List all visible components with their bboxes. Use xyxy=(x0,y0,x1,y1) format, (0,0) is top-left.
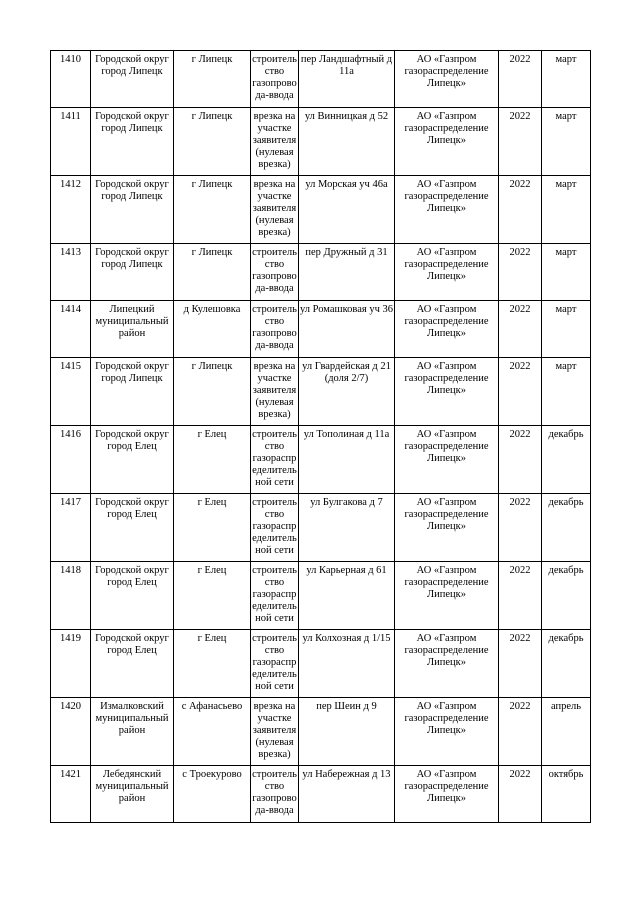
row-number-cell xyxy=(51,766,91,823)
month-cell xyxy=(542,698,591,766)
address-text: пер Ландшафтный д 11а xyxy=(300,54,393,77)
organization-text: АО «Газпром газораспределение Липецк» xyxy=(404,633,489,668)
month-cell xyxy=(542,358,591,426)
year-text: 2022 xyxy=(509,633,531,644)
row-number-text: 1417 xyxy=(60,497,81,508)
settlement-text: г Елец xyxy=(197,565,227,576)
address-text: пер Дружный д 31 xyxy=(305,247,388,258)
settlement-cell xyxy=(174,426,251,494)
settlement-cell xyxy=(174,766,251,823)
address-text: ул Колхозная д 1/15 xyxy=(302,633,391,644)
table-row xyxy=(51,698,591,766)
work-type-cell xyxy=(251,301,299,358)
settlement-cell xyxy=(174,108,251,176)
settlement-text: д Кулешовка xyxy=(183,304,241,315)
year-cell xyxy=(499,698,542,766)
month-text: декабрь xyxy=(548,565,584,576)
address-text: ул Тополиная д 11а xyxy=(303,429,390,440)
month-cell xyxy=(542,51,591,108)
work-type-cell xyxy=(251,244,299,301)
address-text: ул Набережная д 13 xyxy=(302,769,391,780)
organization-cell xyxy=(395,494,499,562)
month-text: декабрь xyxy=(548,633,584,644)
settlement-cell xyxy=(174,244,251,301)
year-text: 2022 xyxy=(509,429,531,440)
address-cell xyxy=(299,426,395,494)
settlement-cell xyxy=(174,358,251,426)
address-text: ул Карьерная д 61 xyxy=(306,565,387,576)
month-cell xyxy=(542,244,591,301)
year-text: 2022 xyxy=(509,565,531,576)
organization-cell xyxy=(395,562,499,630)
municipality-text: Городской округ город Липецк xyxy=(95,247,169,270)
address-cell xyxy=(299,301,395,358)
work-type-text: строитель ство газопрово да-ввода xyxy=(252,769,297,816)
month-text: декабрь xyxy=(548,429,584,440)
work-type-cell xyxy=(251,562,299,630)
municipality-cell xyxy=(91,301,174,358)
row-number-cell xyxy=(51,426,91,494)
work-type-text: строитель ство газораспр еделитель ной сети xyxy=(252,565,297,624)
organization-cell xyxy=(395,358,499,426)
municipality-text: Городской округ город Липецк xyxy=(95,54,169,77)
row-number-cell xyxy=(51,494,91,562)
year-cell xyxy=(499,244,542,301)
month-cell xyxy=(542,108,591,176)
organization-cell xyxy=(395,51,499,108)
settlement-text: г Липецк xyxy=(191,179,233,190)
municipality-cell xyxy=(91,358,174,426)
row-number-cell xyxy=(51,630,91,698)
work-type-cell xyxy=(251,358,299,426)
municipality-text: Лебедянский муниципальный район xyxy=(95,769,169,804)
row-number-text: 1416 xyxy=(60,429,81,440)
work-type-cell xyxy=(251,176,299,244)
year-cell xyxy=(499,766,542,823)
month-cell xyxy=(542,494,591,562)
year-text: 2022 xyxy=(509,179,531,190)
month-cell xyxy=(542,630,591,698)
municipality-cell xyxy=(91,494,174,562)
settlement-text: г Елец xyxy=(197,429,227,440)
address-text: ул Гвардейская д 21 (доля 2/7) xyxy=(302,361,391,384)
settlement-text: г Липецк xyxy=(191,111,233,122)
organization-cell xyxy=(395,426,499,494)
settlement-text: с Троекурово xyxy=(182,769,242,780)
year-cell xyxy=(499,358,542,426)
row-number-cell xyxy=(51,358,91,426)
municipality-text: Городской округ город Елец xyxy=(95,429,169,452)
year-cell xyxy=(499,176,542,244)
address-cell xyxy=(299,108,395,176)
organization-cell xyxy=(395,766,499,823)
row-number-text: 1410 xyxy=(60,54,81,65)
settlement-text: г Липецк xyxy=(191,247,233,258)
work-type-text: строитель ство газопрово да-ввода xyxy=(252,54,297,101)
settlement-cell xyxy=(174,630,251,698)
row-number-cell xyxy=(51,108,91,176)
work-type-cell xyxy=(251,698,299,766)
work-type-text: строитель ство газопрово да-ввода xyxy=(252,304,297,351)
organization-text: АО «Газпром газораспределение Липецк» xyxy=(404,701,489,736)
organization-text: АО «Газпром газораспределение Липецк» xyxy=(404,111,489,146)
year-text: 2022 xyxy=(509,54,531,65)
row-number-text: 1414 xyxy=(60,304,81,315)
settlement-cell xyxy=(174,51,251,108)
organization-text: АО «Газпром газораспределение Липецк» xyxy=(404,769,489,804)
settlement-cell xyxy=(174,494,251,562)
year-cell xyxy=(499,426,542,494)
work-type-text: строитель ство газораспр еделитель ной сети xyxy=(252,497,297,556)
address-text: ул Морская уч 46а xyxy=(305,179,388,190)
year-cell xyxy=(499,630,542,698)
row-number-cell xyxy=(51,51,91,108)
settlement-text: г Липецк xyxy=(191,54,233,65)
month-text: март xyxy=(555,247,577,258)
row-number-cell xyxy=(51,301,91,358)
address-cell xyxy=(299,630,395,698)
organization-text: АО «Газпром газораспределение Липецк» xyxy=(404,179,489,214)
settlement-cell xyxy=(174,698,251,766)
settlement-text: г Елец xyxy=(197,497,227,508)
work-type-cell xyxy=(251,494,299,562)
municipality-text: Городской округ город Елец xyxy=(95,633,169,656)
month-text: март xyxy=(555,111,577,122)
row-number-text: 1421 xyxy=(60,769,81,780)
municipality-cell xyxy=(91,766,174,823)
address-cell xyxy=(299,562,395,630)
municipality-text: Измалковский муниципальный район xyxy=(95,701,169,736)
work-type-text: врезка на участке заявителя (нулевая врезка) xyxy=(252,111,297,170)
address-text: ул Булгакова д 7 xyxy=(310,497,383,508)
work-type-text: врезка на участке заявителя (нулевая врезка) xyxy=(252,179,297,238)
table-row xyxy=(51,494,591,562)
municipality-text: Городской округ город Липецк xyxy=(95,361,169,384)
table-row xyxy=(51,358,591,426)
table-row xyxy=(51,244,591,301)
organization-text: АО «Газпром газораспределение Липецк» xyxy=(404,54,489,89)
year-cell xyxy=(499,562,542,630)
month-text: март xyxy=(555,304,577,315)
year-text: 2022 xyxy=(509,769,531,780)
organization-text: АО «Газпром газораспределение Липецк» xyxy=(404,497,489,532)
month-text: март xyxy=(555,361,577,372)
table-row xyxy=(51,426,591,494)
organization-text: АО «Газпром газораспределение Липецк» xyxy=(404,304,489,339)
municipality-cell xyxy=(91,108,174,176)
settlement-text: г Елец xyxy=(197,633,227,644)
month-cell xyxy=(542,562,591,630)
table-row xyxy=(51,176,591,244)
table-row xyxy=(51,301,591,358)
organization-cell xyxy=(395,108,499,176)
year-text: 2022 xyxy=(509,701,531,712)
work-type-cell xyxy=(251,108,299,176)
organization-text: АО «Газпром газораспределение Липецк» xyxy=(404,247,489,282)
year-cell xyxy=(499,108,542,176)
row-number-cell xyxy=(51,698,91,766)
work-type-cell xyxy=(251,766,299,823)
organization-text: АО «Газпром газораспределение Липецк» xyxy=(404,565,489,600)
address-cell xyxy=(299,358,395,426)
work-type-cell xyxy=(251,630,299,698)
year-cell xyxy=(499,51,542,108)
year-text: 2022 xyxy=(509,247,531,258)
municipality-text: Городской округ город Елец xyxy=(95,565,169,588)
year-text: 2022 xyxy=(509,361,531,372)
organization-cell xyxy=(395,176,499,244)
year-cell xyxy=(499,494,542,562)
organization-cell xyxy=(395,244,499,301)
year-text: 2022 xyxy=(509,111,531,122)
settlement-cell xyxy=(174,176,251,244)
row-number-text: 1415 xyxy=(60,361,81,372)
work-type-text: врезка на участке заявителя (нулевая врезка) xyxy=(252,361,297,420)
municipality-cell xyxy=(91,176,174,244)
organization-cell xyxy=(395,630,499,698)
address-text: пер Шеин д 9 xyxy=(316,701,377,712)
month-cell xyxy=(542,176,591,244)
year-text: 2022 xyxy=(509,304,531,315)
settlement-text: с Афанасьево xyxy=(181,701,243,712)
month-text: март xyxy=(555,54,577,65)
address-cell xyxy=(299,244,395,301)
row-number-text: 1418 xyxy=(60,565,81,576)
year-text: 2022 xyxy=(509,497,531,508)
address-text: ул Ромашковая уч 36 xyxy=(300,304,394,315)
table-row xyxy=(51,630,591,698)
table-row xyxy=(51,108,591,176)
work-type-cell xyxy=(251,51,299,108)
municipality-text: Городской округ город Липецк xyxy=(95,179,169,202)
work-type-text: строитель ство газораспр еделитель ной сети xyxy=(252,429,297,488)
municipality-cell xyxy=(91,426,174,494)
municipality-cell xyxy=(91,244,174,301)
municipality-text: Липецкий муниципальный район xyxy=(95,304,169,339)
work-type-cell xyxy=(251,426,299,494)
work-type-text: строитель ство газораспр еделитель ной сети xyxy=(252,633,297,692)
month-cell xyxy=(542,766,591,823)
organization-cell xyxy=(395,301,499,358)
municipality-cell xyxy=(91,630,174,698)
row-number-text: 1420 xyxy=(60,701,81,712)
address-cell xyxy=(299,494,395,562)
address-cell xyxy=(299,176,395,244)
address-cell xyxy=(299,51,395,108)
settlement-cell xyxy=(174,301,251,358)
month-text: декабрь xyxy=(548,497,584,508)
address-cell xyxy=(299,766,395,823)
row-number-text: 1412 xyxy=(60,179,81,190)
month-cell xyxy=(542,301,591,358)
month-text: март xyxy=(555,179,577,190)
month-text: октябрь xyxy=(548,769,584,780)
municipality-cell xyxy=(91,698,174,766)
month-text: апрель xyxy=(550,701,582,712)
work-type-text: строитель ство газопрово да-ввода xyxy=(252,247,297,294)
month-cell xyxy=(542,426,591,494)
settlement-text: г Липецк xyxy=(191,361,233,372)
year-cell xyxy=(499,301,542,358)
municipality-text: Городской округ город Елец xyxy=(95,497,169,520)
address-cell xyxy=(299,698,395,766)
settlement-cell xyxy=(174,562,251,630)
organization-text: АО «Газпром газораспределение Липецк» xyxy=(404,429,489,464)
municipality-text: Городской округ город Липецк xyxy=(95,111,169,134)
work-type-text: врезка на участке заявителя (нулевая врезка) xyxy=(252,701,297,760)
row-number-cell xyxy=(51,562,91,630)
municipality-cell xyxy=(91,562,174,630)
table-row xyxy=(51,51,591,108)
row-number-text: 1411 xyxy=(60,111,81,122)
row-number-text: 1413 xyxy=(60,247,81,258)
row-number-cell xyxy=(51,244,91,301)
row-number-cell xyxy=(51,176,91,244)
gas-connection-schedule-table xyxy=(50,50,591,823)
organization-cell xyxy=(395,698,499,766)
municipality-cell xyxy=(91,51,174,108)
address-text: ул Винницкая д 52 xyxy=(304,111,389,122)
organization-text: АО «Газпром газораспределение Липецк» xyxy=(404,361,489,396)
row-number-text: 1419 xyxy=(60,633,81,644)
table-row xyxy=(51,766,591,823)
table-row xyxy=(51,562,591,630)
